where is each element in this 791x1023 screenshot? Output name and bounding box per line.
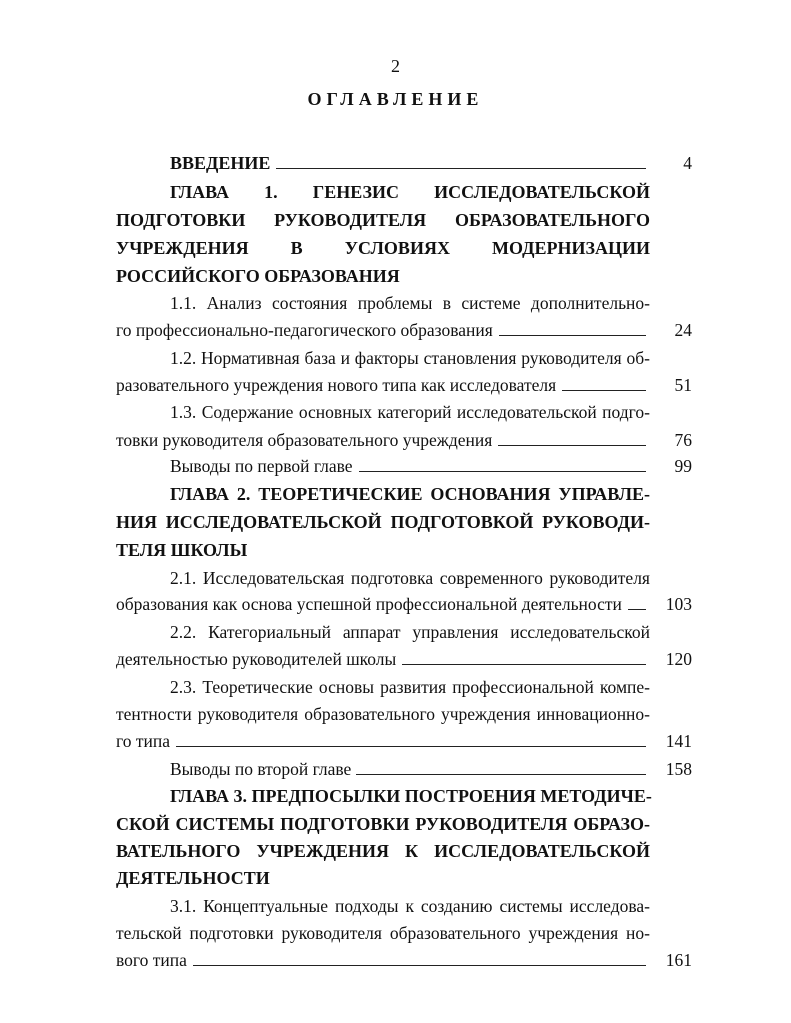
section-2-1-page: 103 [665,594,692,614]
dot-leader [276,154,646,169]
section-2-2-line[interactable]: 2.2. Категориальный аппарат управления исследовательской [170,622,650,642]
section-2-1-last-line: образования как основа успешной профессиональной деятельности [116,594,622,614]
section-3-1-page: 161 [665,950,692,970]
section-2-3-line[interactable]: 2.3. Теоретические основы развития профессиональной компе- [170,677,650,697]
chapter3-heading-line[interactable]: ГЛАВА 3. ПРЕДПОСЫЛКИ ПОСТРОЕНИЯ МЕТОДИЧЕ- [170,786,652,806]
chapter3-heading-line[interactable]: ВАТЕЛЬНОГО УЧРЕЖДЕНИЯ К ИССЛЕДОВАТЕЛЬСКОЙ [116,841,650,861]
section-1-1-page: 24 [674,320,692,340]
section-2-3-page: 141 [665,731,692,751]
section-1-1-line[interactable]: 1.1. Анализ состояния проблемы в системе дополнительно- [170,293,650,313]
section-1-3-entry[interactable] [116,430,650,450]
section-2-3-last-line: го типа [116,731,171,751]
section-1-2-line[interactable]: 1.2. Нормативная база и факторы становления руководителя об- [170,348,650,368]
chapter2-heading-line[interactable]: ГЛАВА 2. ТЕОРЕТИЧЕСКИЕ ОСНОВАНИЯ УПРАВЛЕ- [170,484,650,504]
conclusions-chapter1-entry[interactable] [116,456,650,476]
dot-leader [562,376,646,391]
section-2-2-entry[interactable] [116,649,650,669]
dot-leader [176,732,646,747]
dot-leader [356,760,646,775]
introduction-page: 4 [683,153,692,173]
dot-leader [193,951,646,966]
section-3-1-line[interactable]: 3.1. Концептуальные подходы к созданию системы исследова- [170,896,650,916]
section-2-1-line[interactable]: 2.1. Исследовательская подготовка современного руководителя [170,568,650,588]
conclusions-chapter2-entry[interactable] [116,759,650,779]
conclusions-chapter2-label: Выводы по второй главе [170,759,352,779]
chapter2-heading-line[interactable]: НИЯ ИССЛЕДОВАТЕЛЬСКОЙ ПОДГОТОВКОЙ РУКОВОДИ- [116,512,650,532]
conclusions-chapter2-page: 158 [665,759,692,779]
chapter1-heading-line[interactable]: РОССИЙСКОГО ОБРАЗОВАНИЯ [116,266,400,286]
section-1-2-entry[interactable] [116,375,650,395]
section-1-3-last-line: товки руководителя образовательного учреждения [116,430,493,450]
section-3-1-last-line: вого типа [116,950,187,970]
section-2-1-entry[interactable] [116,594,650,614]
chapter3-heading-line[interactable]: ДЕЯТЕЛЬНОСТИ [116,868,270,888]
section-2-2-last-line: деятельностью руководителей школы [116,649,397,669]
chapter1-heading-line[interactable]: ГЛАВА 1. ГЕНЕЗИС ИССЛЕДОВАТЕЛЬСКОЙ [170,182,650,202]
conclusions-chapter1-page: 99 [674,456,692,476]
chapter1-heading-line[interactable]: УЧРЕЖДЕНИЯ В УСЛОВИЯХ МОДЕРНИЗАЦИИ [116,238,650,258]
toc-entry-introduction[interactable] [116,153,650,173]
section-1-2-last-line: разовательного учреждения нового типа как исследователя [116,375,557,395]
section-1-1-last-line: го профессионально-педагогического образования [116,320,493,340]
chapter2-heading-line[interactable]: ТЕЛЯ ШКОЛЫ [116,540,248,560]
dot-leader [628,595,646,610]
conclusions-chapter1-label: Выводы по первой главе [170,456,353,476]
toc-title: ОГЛАВЛЕНИЕ [307,89,484,109]
section-1-3-page: 76 [674,430,692,450]
section-2-3-entry[interactable] [116,731,650,751]
dot-leader [498,431,646,446]
section-2-2-page: 120 [665,649,692,669]
section-2-3-line[interactable]: тентности руководителя образовательного учреждения инновационно- [116,704,650,724]
dot-leader [359,457,646,472]
page-number: 2 [391,56,400,76]
section-3-1-line[interactable]: тельской подготовки руководителя образовательного учреждения но- [116,923,650,943]
dot-leader [402,650,646,665]
chapter1-heading-line[interactable]: ПОДГОТОВКИ РУКОВОДИТЕЛЯ ОБРАЗОВАТЕЛЬНОГО [116,210,650,230]
dot-leader [499,321,646,336]
chapter3-heading-line[interactable]: СКОЙ СИСТЕМЫ ПОДГОТОВКИ РУКОВОДИТЕЛЯ ОБРАЗО- [116,814,650,834]
section-1-2-page: 51 [674,375,692,395]
section-1-3-line[interactable]: 1.3. Содержание основных категорий исследовательской подго- [170,402,650,422]
introduction-label: ВВЕДЕНИЕ [170,153,271,173]
section-3-1-entry[interactable] [116,950,650,970]
section-1-1-entry[interactable] [116,320,650,340]
